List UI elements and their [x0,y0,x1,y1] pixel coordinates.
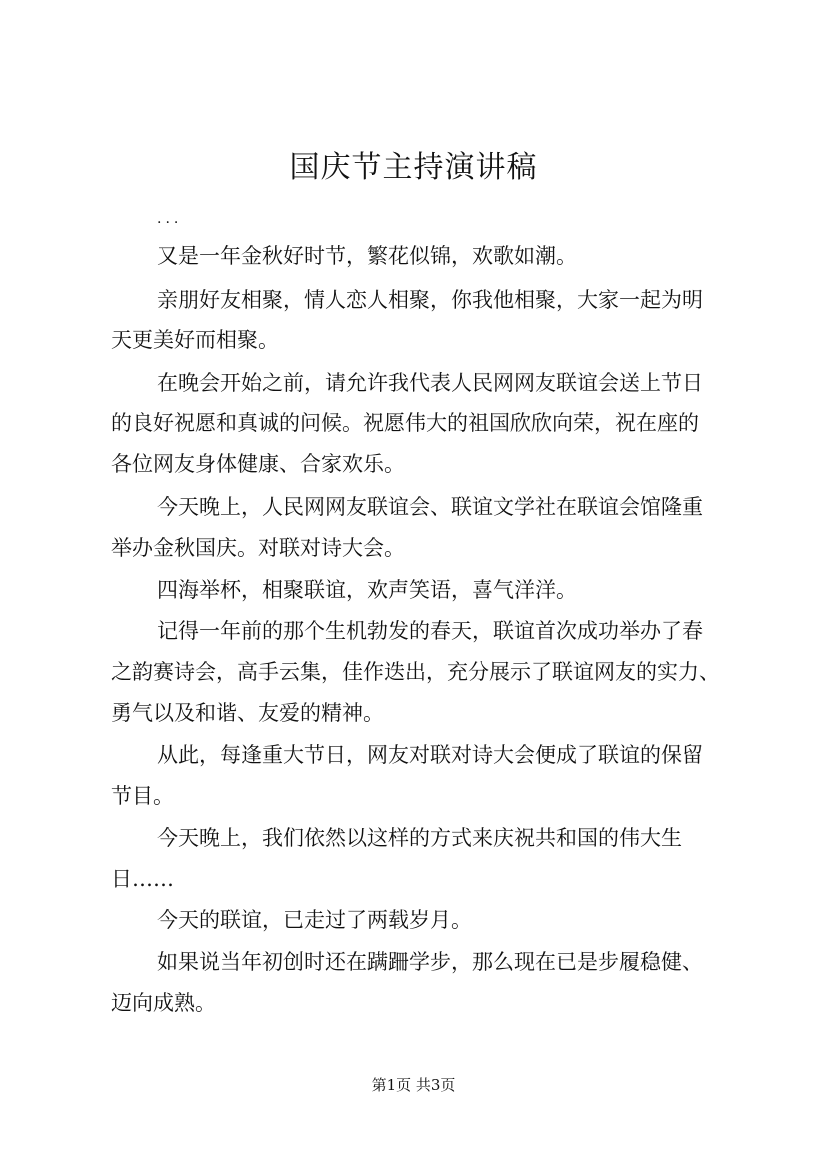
paragraph-line: 从此，每逢重大节日，网友对联对诗大会便成了联谊的保留 [157,743,703,767]
paragraph-line: 记得一年前的那个生机勃发的春天，联谊首次成功举办了春 [157,619,703,643]
paragraph-line: 日…… [111,867,174,891]
paragraph-line: 举办金秋国庆。对联对诗大会。 [111,536,405,560]
paragraph-line: 又是一年金秋好时节，繁花似锦，欢歌如潮。 [157,244,577,268]
paragraph-line: 节目。 [111,784,174,808]
paragraph-line: 的良好祝愿和真诚的问候。祝愿伟大的祖国欣欣向荣，祝在座的 [111,411,699,435]
paragraph-line: 今天的联谊，已走过了两载岁月。 [157,908,472,932]
paragraph-line: 如果说当年初创时还在蹒跚学步，那么现在已是步履稳健、 [157,950,703,974]
paragraph-line: 各位网友身体健康、合家欢乐。 [111,452,405,476]
paragraph-line: 亲朋好友相聚，情人恋人相聚，你我他相聚，大家一起为明 [157,288,703,312]
page-number: 第1页 共3页 [371,1076,456,1094]
paragraph-line: 勇气以及和谐、友爱的精神。 [111,701,384,725]
ellipsis-marker: ... [157,211,183,227]
paragraph-line: 今天晚上，人民网网友联谊会、联谊文学社在联谊会馆隆重 [157,495,703,519]
paragraph-line: 之韵赛诗会，高手云集，佳作迭出，充分展示了联谊网友的实力、 [111,660,720,684]
document-title: 国庆节主持演讲稿 [289,150,538,185]
paragraph-line: 天更美好而相聚。 [111,328,279,352]
paragraph-line: 迈向成熟。 [111,991,216,1015]
paragraph-line: 今天晚上，我们依然以这样的方式来庆祝共和国的伟大生 [157,826,682,850]
paragraph-line: 四海举杯，相聚联谊，欢声笑语，喜气洋洋。 [157,578,577,602]
paragraph-line: 在晚会开始之前，请允许我代表人民网网友联谊会送上节日 [157,371,703,395]
